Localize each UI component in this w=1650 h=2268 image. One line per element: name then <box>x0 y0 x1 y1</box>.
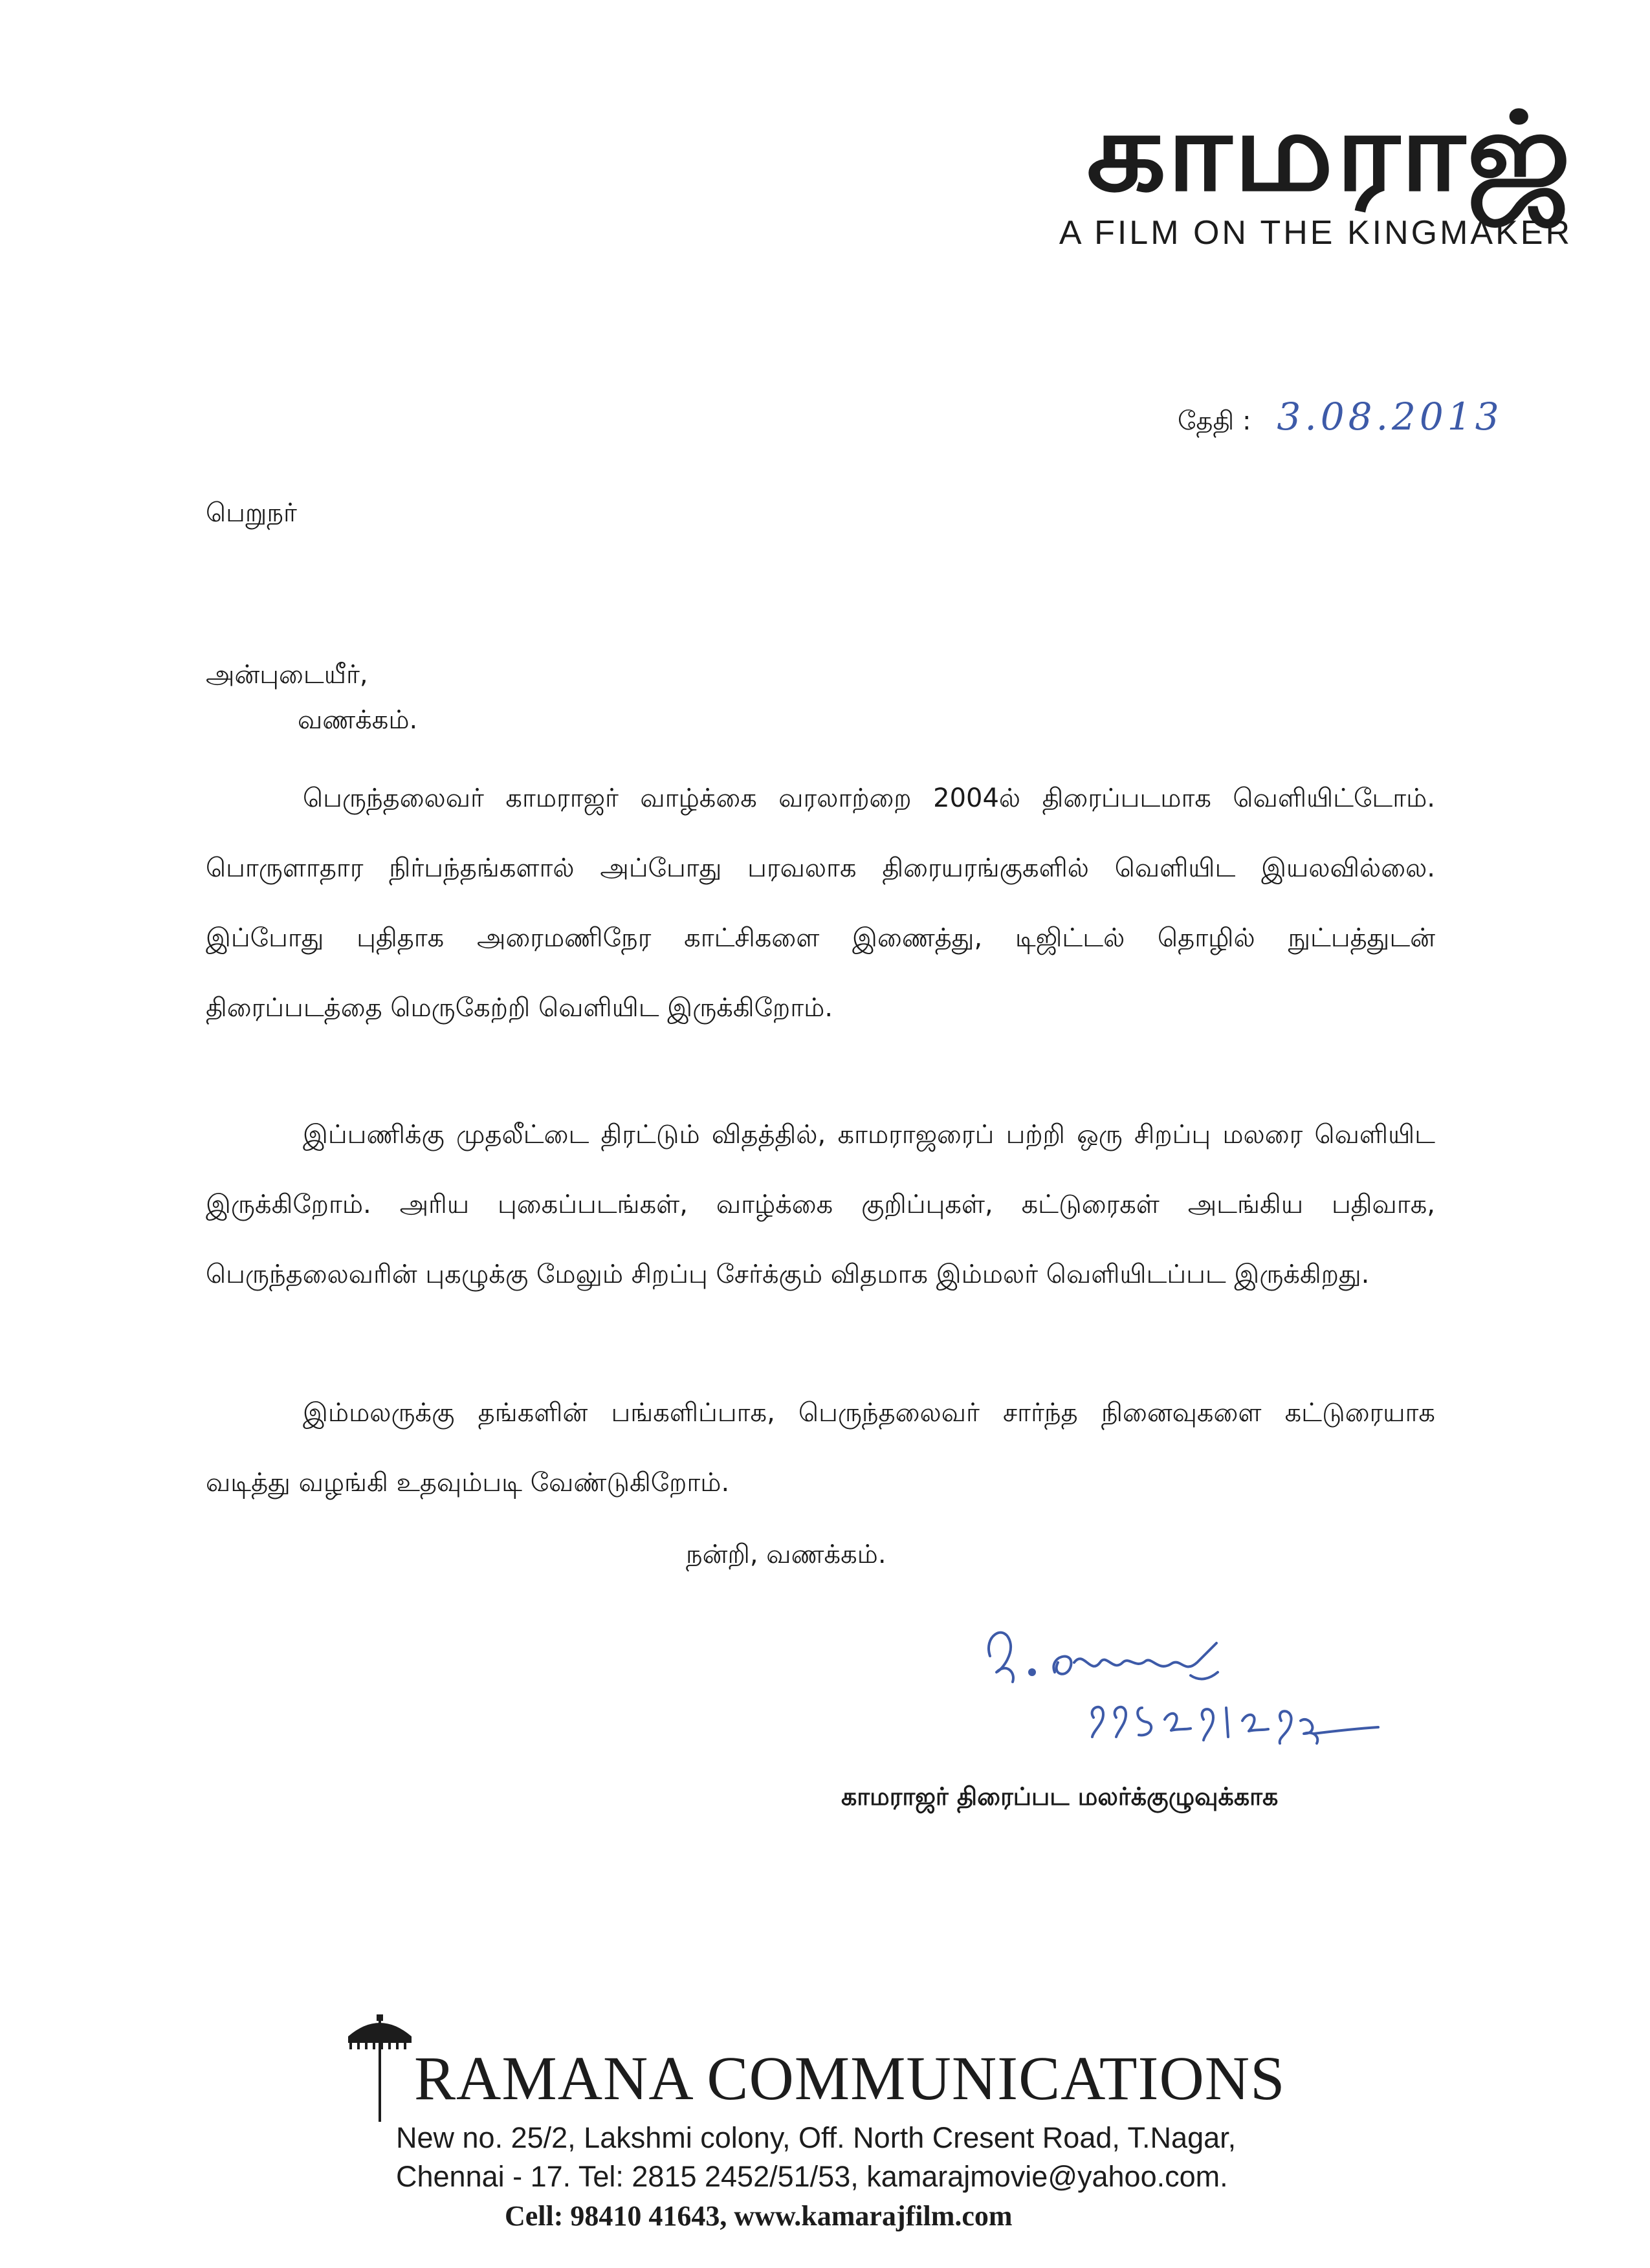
recipient-label: பெறுநர் <box>206 498 297 528</box>
signature-drawing <box>977 1611 1391 1766</box>
footer-contact: Cell: 98410 41643, www.kamarajfilm.com <box>505 2200 1013 2232</box>
logo-title: காமராஜ் <box>1086 87 1572 215</box>
footer-address <box>396 2119 1354 2196</box>
footer-address-line-1: New no. 25/2, Lakshmi colony, Off. North Cresent Road, T.Nagar, <box>396 2121 1237 2154</box>
sign-off: காமராஜர் திரைப்பட மலர்க்குழுவுக்காக <box>841 1782 1279 1811</box>
date-value: 3.08.2013 <box>1277 395 1503 439</box>
footer-address-line-2: Chennai - 17. Tel: 2815 2452/51/53, kamarajmovie@yahoo.com. <box>396 2160 1228 2193</box>
logo-subtitle: A FILM ON THE KINGMAKER <box>1059 214 1572 252</box>
greeting: வணக்கம். <box>298 705 418 735</box>
umbrella-emblem-icon <box>344 2012 415 2122</box>
body-paragraph-3: இம்மலருக்கு தங்களின் பங்களிப்பாக, பெருந்தலைவர் சார்ந்த நினைவுகளை கட்டுரையாக வடித்து வழங்கி உதவும்படி வேண்டுகிறோம். <box>206 1398 1435 1498</box>
handwritten-signature <box>977 1611 1391 1766</box>
salutation: அன்புடையீர், <box>206 660 368 690</box>
date-label: தேதி : <box>1178 406 1251 436</box>
closing-line: நன்றி, வணக்கம். <box>686 1540 886 1569</box>
body-paragraph-2: இப்பணிக்கு முதலீட்டை திரட்டும் விதத்தில், காமராஜரைப் பற்றி ஒரு சிறப்பு மலரை வெளியிட இருக்கிறோம். அரிய புகைப்படங்கள், வாழ்க்கை குறிப்புகள், கட்டுரைகள் அடங்கிய பதிவாக, பெருந்தலைவரின் புகழுக்கு மேலும் சிறப்பு சேர்க்கும் விதமாக இம்மலர் வெளியிடப்பட இருக்கிறது. <box>206 1120 1435 1289</box>
footer-company-name: RAMANA COMMUNICATIONS <box>414 2044 1286 2113</box>
body-paragraph-1: பெருந்தலைவர் காமராஜர் வாழ்க்கை வரலாற்றை 2004ல் திரைப்படமாக வெளியிட்டோம். பொருளாதார நிர்பந்தங்களால் அப்போது பரவலாக திரையரங்குகளில் வெளியிட இயலவில்லை. இப்போது புதிதாக அரைமணிநேர காட்சிகளை இணைத்து, டிஜிட்டல் தொழில் நுட்பத்துடன் திரைப்படத்தை மெருகேற்றி வெளியிட இருக்கிறோம். <box>206 783 1435 1023</box>
date-row <box>1178 395 1503 446</box>
